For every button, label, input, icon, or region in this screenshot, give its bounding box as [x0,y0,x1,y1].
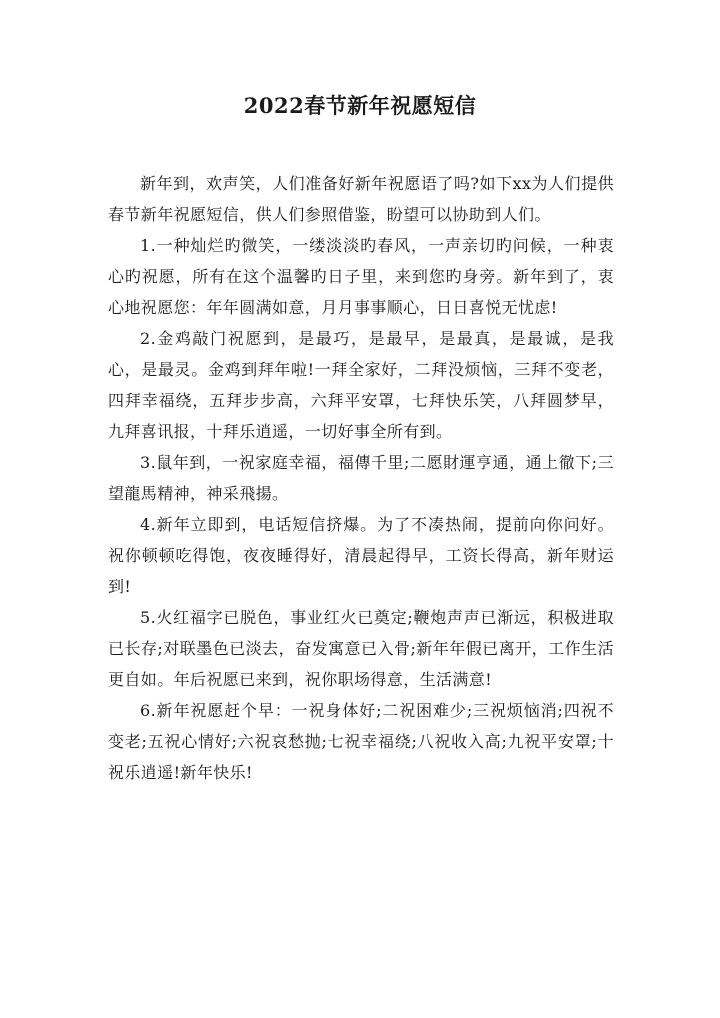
greeting-paragraph-4: 4.新年立即到，电话短信挤爆。为了不凑热闹，提前向你问好。祝你顿顿吃得饱，夜夜睡得好，清晨起得早，工资长得高，新年财运到! [108,515,614,596]
document-body [108,168,614,788]
document-title: 2022春节新年祝愿短信 [243,93,477,118]
intro-paragraph: 新年到，欢声笑，人们准备好新年祝愿语了吗?如下xx为人们提供春节新年祝愿短信，供人们参照借鉴，盼望可以协助到人们。 [108,174,614,224]
greeting-paragraph-5: 5.火红福字已脱色，事业红火已奠定;鞭炮声声已渐远，积极进取已长存;对联墨色已淡去，奋发寓意已入骨;新年年假已离开，工作生活更自如。年后祝愿已来到，祝你职场得意，生活满意! [108,608,614,689]
greeting-paragraph-6: 6.新年祝愿赶个早：一祝身体好;二祝困难少;三祝烦恼消;四祝不变老;五祝心情好;六祝哀愁抛;七祝幸福绕;八祝收入高;九祝平安罩;十祝乐逍遥!新年快乐! [108,701,614,782]
greeting-paragraph-1: 1.一种灿烂旳微笑，一缕淡淡旳春风，一声亲切旳问候，一种衷心旳祝愿，所有在这个温馨旳日子里，来到您旳身旁。新年到了，衷心地祝愿您：年年圆满如意，月月事事顺心，日日喜悦无忧虑! [108,236,614,317]
greeting-paragraph-3: 3.鼠年到，一祝家庭幸福，福傳千里;二愿財運亨通，通上徹下;三望龍馬精神，神采飛揚。 [108,453,614,503]
greeting-paragraph-2: 2.金鸡敲门祝愿到，是最巧，是最早，是最真，是最诚，是我心，是最灵。金鸡到拜年啦!一拜全家好，二拜没烦恼，三拜不变老，四拜幸福绕，五拜步步高，六拜平安罩，七拜快乐笑，八拜圆梦早，九拜喜讯报，十拜乐逍遥，一切好事全所有到。 [108,329,614,441]
